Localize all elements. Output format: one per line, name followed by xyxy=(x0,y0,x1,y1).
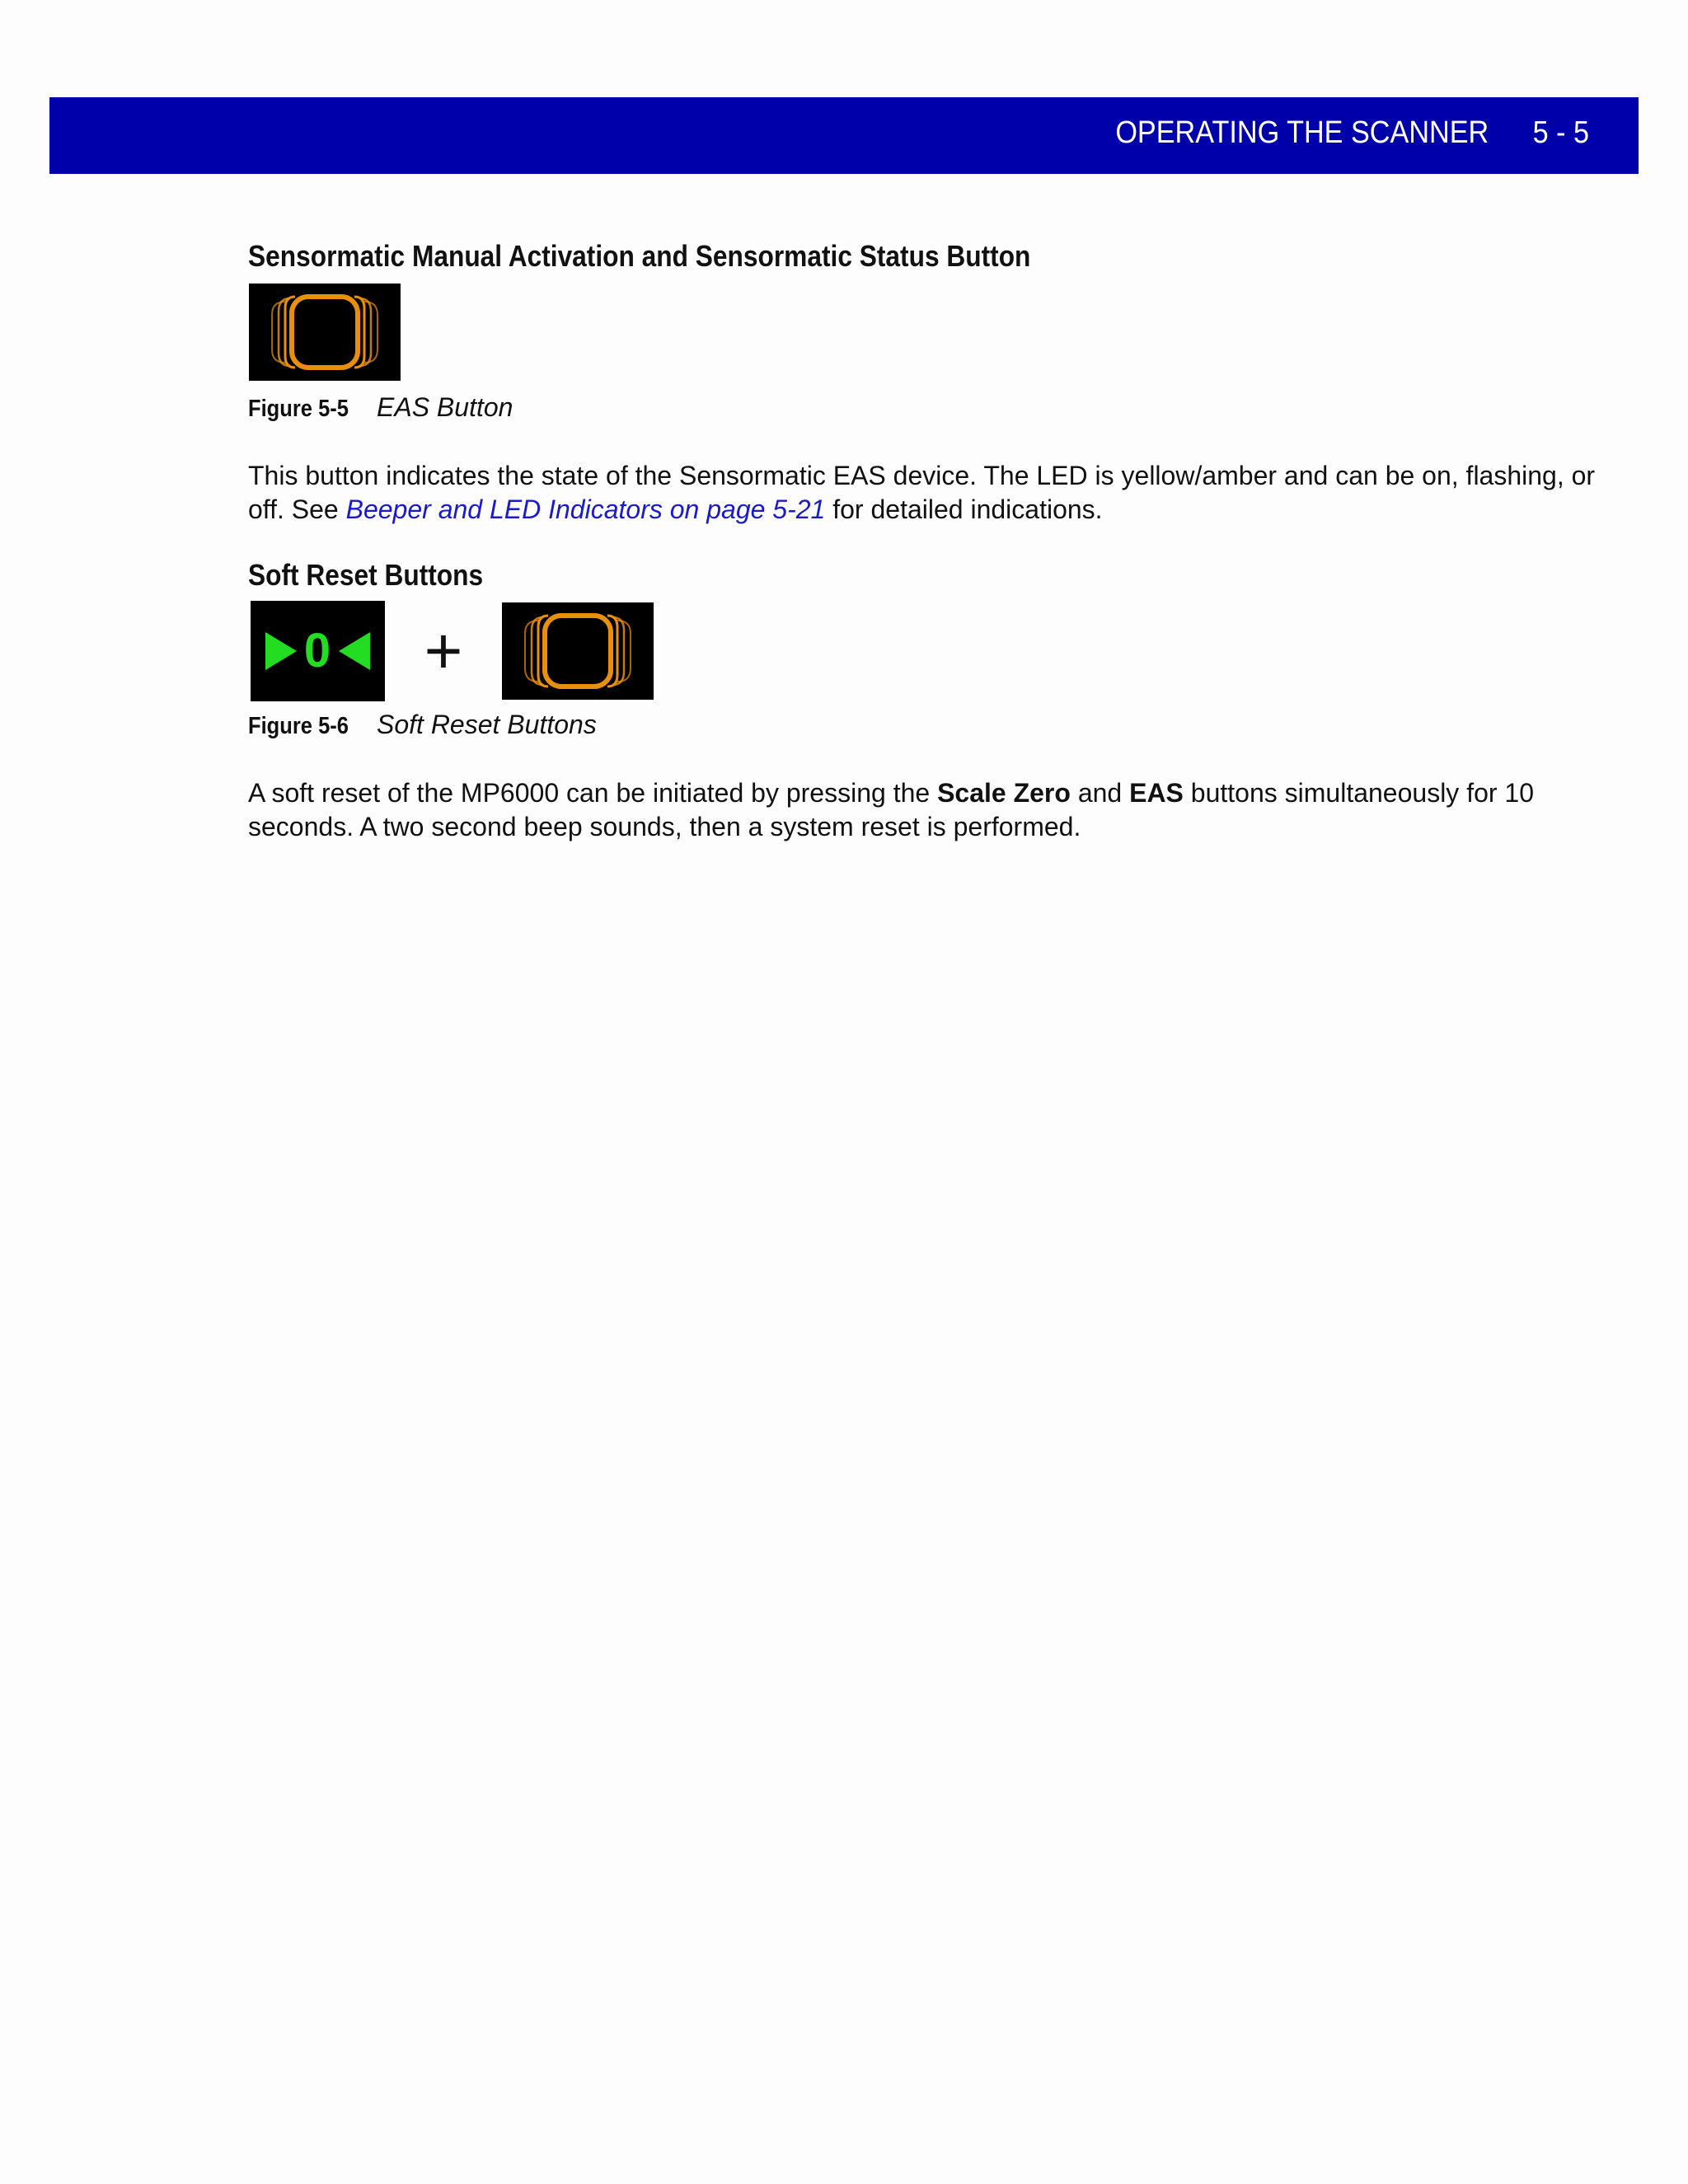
figure-title: EAS Button xyxy=(377,392,513,422)
plus-sign: + xyxy=(424,614,463,687)
scale-zero-term: Scale Zero xyxy=(937,778,1071,808)
section-heading-soft-reset: Soft Reset Buttons xyxy=(248,558,484,592)
figure-label: Figure 5-5 xyxy=(248,396,349,422)
figure-5-6-caption xyxy=(248,710,1600,740)
section-heading-eas: Sensormatic Manual Activation and Sensormatic Status Button xyxy=(248,239,1031,273)
figure-5-5-caption xyxy=(248,392,1600,423)
figure-title: Soft Reset Buttons xyxy=(377,710,597,739)
figure-eas-button xyxy=(248,284,1600,381)
eas-description-text-1: This button indicates the state of the Sensormatic EAS device. The LED is yellow/amber and can be on, flashing, or off. See xyxy=(248,461,1596,524)
figure-soft-reset-buttons xyxy=(248,601,1600,701)
soft-reset-description xyxy=(248,776,1600,844)
scale-zero-button-icon xyxy=(251,601,385,701)
scale-zero-glyph: 0 xyxy=(303,624,331,677)
page-content xyxy=(248,239,1600,844)
eas-description-text-2: for detailed indications. xyxy=(825,494,1103,524)
header-title: OPERATING THE SCANNER xyxy=(1115,115,1489,150)
beeper-led-indicators-link[interactable]: Beeper and LED Indicators on page 5-21 xyxy=(345,494,826,524)
eas-description xyxy=(248,459,1600,527)
header-bar xyxy=(49,97,1639,174)
soft-reset-text-1: A soft reset of the MP6000 can be initiated by pressing the xyxy=(248,778,938,808)
eas-term: EAS xyxy=(1129,778,1184,808)
soft-reset-text-3: buttons simultaneously for 10 seconds. A two second beep sounds, then a system reset is performed. xyxy=(248,778,1535,841)
soft-reset-text-2: and xyxy=(1070,778,1130,808)
header-page-number: 5 - 5 xyxy=(1532,115,1589,150)
figure-label: Figure 5-6 xyxy=(248,713,349,739)
eas-button-icon xyxy=(249,284,401,381)
eas-button-icon xyxy=(502,602,654,700)
